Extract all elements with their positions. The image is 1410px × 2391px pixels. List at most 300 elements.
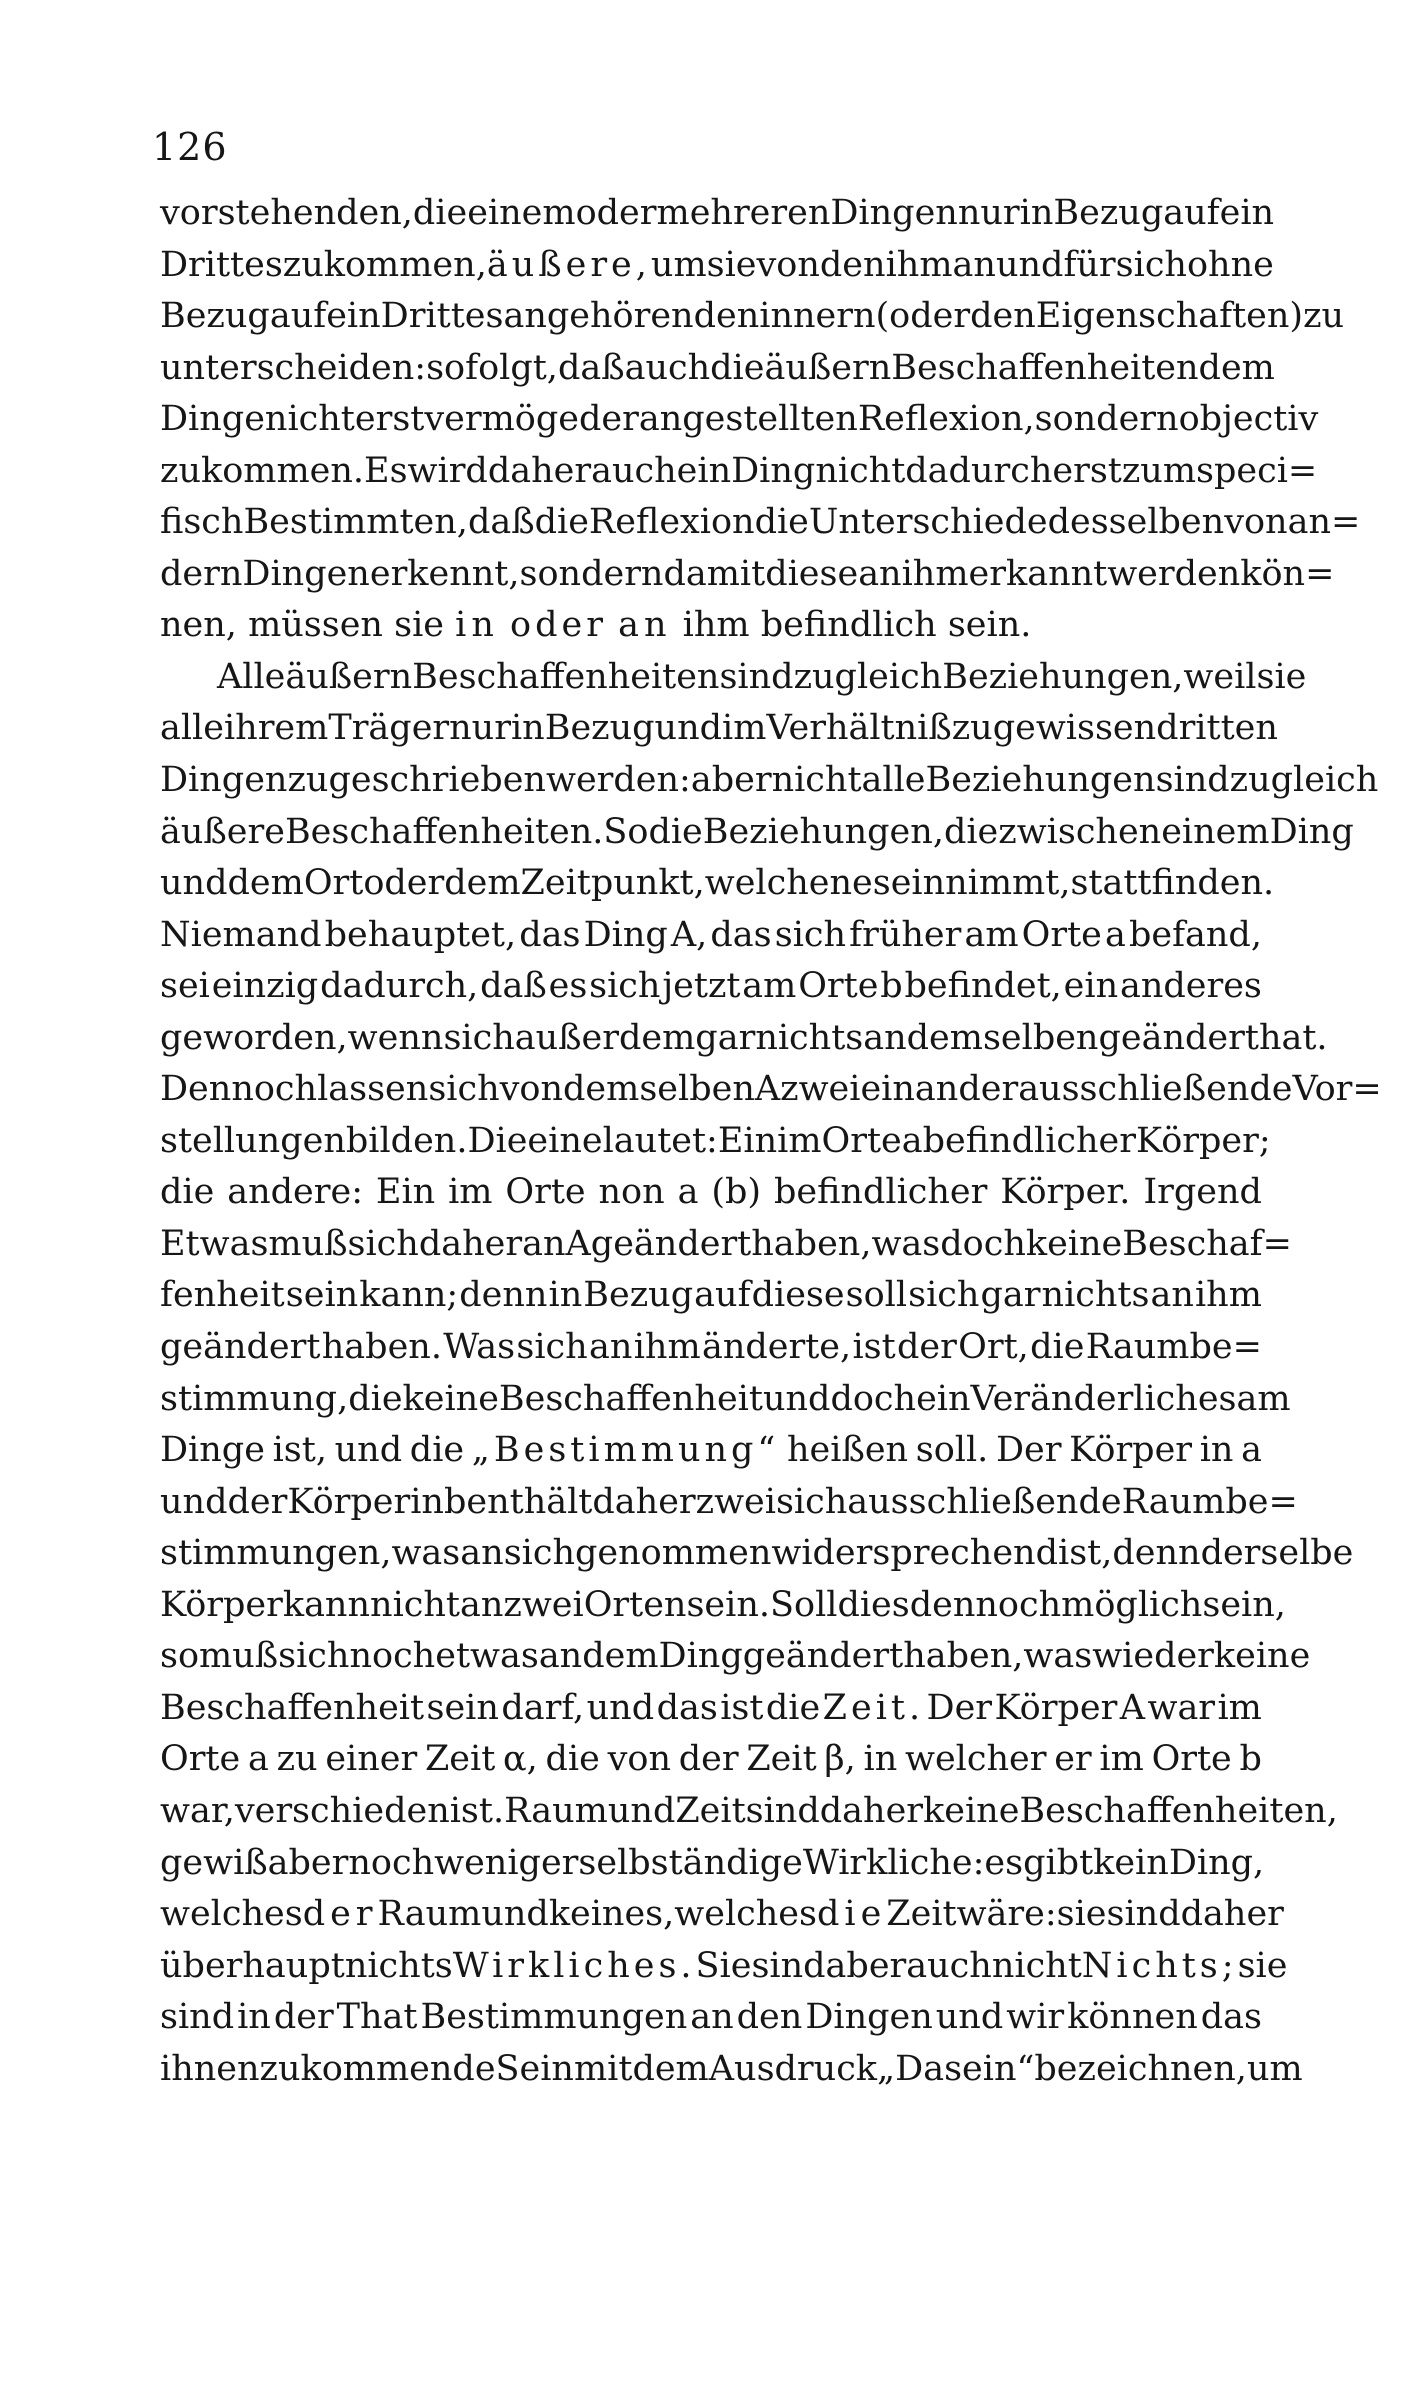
text-word: Unterschiede	[808, 502, 1048, 543]
text-word: ist,	[1058, 1533, 1113, 1574]
text-word: an	[460, 1533, 504, 1574]
text-word: der	[302, 1894, 378, 1935]
text-word: früher	[849, 914, 962, 955]
text-word: sein	[426, 1687, 499, 1728]
text-line	[160, 1374, 1291, 1426]
text-word: oder	[575, 193, 657, 233]
text-line	[160, 188, 1275, 240]
text-line	[160, 858, 1275, 910]
text-word: in	[410, 1481, 444, 1522]
text-word: ihm	[682, 605, 750, 646]
text-word: wenn	[347, 1017, 444, 1058]
text-word: Ding	[658, 1636, 743, 1677]
text-word: in	[1199, 1430, 1234, 1471]
text-word: war,	[160, 1790, 235, 1831]
text-word: sein.	[947, 605, 1032, 646]
text-word: Beschaffenheit	[498, 1378, 763, 1419]
text-word: Bezug	[1053, 193, 1164, 233]
text-word: zwei	[695, 1481, 776, 1522]
text-word: a	[1104, 914, 1126, 955]
text-word: (b)	[711, 1172, 762, 1213]
text-word: noch	[349, 1636, 436, 1677]
text-word: zwischen	[998, 811, 1162, 852]
text-word: ein	[326, 296, 381, 337]
text-word: die	[409, 1430, 465, 1471]
text-word: sich	[503, 1533, 575, 1574]
text-word: sondern	[1034, 399, 1179, 440]
text-word: das	[710, 914, 772, 955]
text-word: anderes	[1119, 966, 1262, 1007]
text-word: objectiv	[1178, 399, 1319, 440]
text-word: in	[455, 605, 499, 646]
text-word: sind	[751, 1945, 826, 1986]
text-word: Ein	[717, 1120, 778, 1161]
text-word: die	[943, 811, 999, 852]
text-word: ist,	[272, 1430, 327, 1471]
text-word: Zeit	[675, 1790, 746, 1831]
text-word: a	[1241, 1430, 1262, 1471]
text-word: zukommende	[259, 2048, 496, 2089]
text-word: zu	[276, 1739, 318, 1780]
text-word: dem	[444, 863, 521, 904]
text-word: Die	[467, 1120, 528, 1161]
text-word: Orte	[821, 1120, 902, 1161]
text-word: die	[545, 1739, 600, 1780]
text-word: sich	[589, 966, 661, 1007]
text-word: es	[852, 863, 891, 904]
text-word: innern	[759, 296, 876, 337]
text-word: Ort	[303, 863, 364, 904]
text-word: So	[603, 811, 649, 852]
text-word: an	[1150, 1275, 1194, 1316]
text-word: Drittes	[380, 296, 504, 337]
text-word: folgt,	[465, 347, 558, 388]
text-word: fisch	[160, 502, 244, 543]
text-word: b	[880, 966, 903, 1007]
text-word: Reflexion	[588, 502, 755, 543]
text-word: unterscheiden:	[160, 347, 427, 388]
text-word: widersprechend	[771, 1533, 1058, 1574]
text-word: andere:	[227, 1172, 363, 1213]
text-word: jetzt	[662, 966, 741, 1007]
text-word: sie	[1237, 1945, 1288, 1986]
text-word: Zeit	[424, 1739, 496, 1780]
text-word: an	[522, 1223, 566, 1264]
text-word: A	[565, 1223, 591, 1264]
text-line	[160, 703, 1278, 755]
text-word: Bezug	[160, 296, 270, 337]
text-word: Ort,	[958, 1327, 1029, 1368]
text-line	[160, 1270, 1262, 1322]
text-line	[160, 343, 1275, 395]
text-word: soll	[845, 1275, 908, 1316]
text-word: Orte	[798, 966, 879, 1007]
text-word: ihm	[1194, 1275, 1262, 1316]
text-word: Beschaffenheiten	[891, 347, 1199, 388]
text-word: oder	[510, 605, 607, 646]
text-word: am	[742, 966, 797, 1007]
text-word: und	[654, 708, 723, 749]
text-word: dern	[160, 553, 243, 594]
text-word: änderte,	[701, 1327, 852, 1368]
text-word: b	[1239, 1739, 1262, 1780]
text-word: eine	[527, 1120, 603, 1161]
text-word: der	[578, 399, 639, 440]
text-line	[160, 600, 1262, 652]
text-word: befindlicher	[922, 1120, 1136, 1161]
body-text	[160, 188, 1382, 2095]
text-word: Zeit.	[822, 1687, 925, 1728]
text-word: ein	[1063, 966, 1119, 1007]
text-word: Orte	[160, 1739, 241, 1780]
text-word: denn	[1112, 1533, 1201, 1574]
text-word: und	[160, 1481, 228, 1522]
text-word: aber	[825, 1945, 907, 1986]
text-word: selbständige	[578, 1842, 803, 1883]
text-word: β,	[824, 1739, 856, 1780]
text-word: A	[1119, 1687, 1146, 1728]
text-word: kann	[282, 1584, 371, 1625]
text-word: kann;	[359, 1275, 459, 1316]
text-word: um	[650, 244, 707, 285]
text-word: soll.	[915, 1430, 989, 1471]
text-word: diese	[765, 553, 859, 594]
text-word: die	[534, 502, 589, 543]
text-word: nichts	[755, 1017, 864, 1058]
text-word: diese	[751, 1275, 845, 1316]
text-word: in	[510, 708, 545, 749]
text-word: die	[648, 811, 703, 852]
text-word: um	[1246, 2048, 1303, 2089]
text-word: ist.	[449, 1790, 505, 1831]
text-word: gibt	[1023, 1842, 1094, 1883]
text-word: die	[710, 347, 765, 388]
text-word: lautet:	[602, 1120, 718, 1161]
text-word: Orte	[505, 1172, 586, 1213]
text-word: Zeitpunkt,	[520, 863, 705, 904]
text-word: A,	[670, 914, 708, 955]
text-word: dadurch,	[320, 966, 479, 1007]
text-word: nen,	[160, 605, 237, 646]
text-word: äußern	[285, 656, 413, 697]
text-word: nur	[449, 708, 511, 749]
text-word: die	[1030, 1327, 1085, 1368]
text-word: fenheit	[160, 1275, 285, 1316]
text-word: in	[863, 1739, 898, 1780]
text-line	[160, 2044, 1303, 2096]
text-word: Nichts;	[1081, 1945, 1238, 1986]
text-word: daher	[487, 450, 592, 491]
text-word: Sie	[695, 1945, 752, 1986]
text-word: Niemand	[160, 914, 322, 955]
text-word: ihnen	[160, 2048, 260, 2089]
text-word: sich	[347, 1223, 419, 1264]
text-word: (oder	[875, 296, 971, 337]
text-word: erst	[354, 399, 425, 440]
text-word: demselben	[563, 1069, 755, 1110]
text-word: im	[1099, 1739, 1144, 1780]
text-word: stattfinden.	[1070, 863, 1275, 904]
text-word: und	[481, 1894, 549, 1935]
text-word: nicht	[991, 1945, 1082, 1986]
text-word: weniger	[434, 1842, 579, 1883]
text-word: Zeit	[886, 1894, 957, 1935]
text-word: ein	[916, 1378, 971, 1419]
text-word: zugeschrieben	[287, 760, 546, 801]
text-word: Was	[443, 1327, 516, 1368]
text-word: ihm	[901, 553, 969, 594]
text-word: einem	[1161, 811, 1270, 852]
text-word: a	[247, 1739, 269, 1780]
text-word: Bestimmten,	[243, 502, 468, 543]
text-word: überhaupt	[160, 1945, 345, 1986]
text-word: gewissen	[992, 708, 1157, 749]
text-word: nicht	[370, 1584, 460, 1625]
text-word: Wirkliches.	[452, 1945, 696, 1986]
text-word: Eigenschaften)	[1035, 296, 1304, 337]
text-line	[160, 910, 1262, 962]
text-word: die	[412, 193, 468, 233]
text-word: haben,	[751, 1223, 872, 1264]
text-line	[160, 497, 1361, 549]
text-word: an	[459, 1584, 504, 1625]
text-word: nicht	[264, 399, 355, 440]
text-word: angehörenden	[503, 296, 760, 337]
text-word: sie	[394, 605, 444, 646]
text-word: damit	[663, 553, 766, 594]
text-word: Bestimmungen	[420, 1997, 688, 2038]
text-line	[160, 1941, 1288, 1993]
text-word: im	[722, 708, 767, 749]
text-word: auf	[269, 296, 327, 337]
text-word: können	[1067, 1997, 1198, 2038]
text-word: ist	[720, 1687, 764, 1728]
text-line	[160, 1838, 1265, 1890]
text-word: müssen	[248, 605, 383, 646]
text-word: am	[1236, 1378, 1291, 1419]
text-word: Verhältniß	[766, 708, 952, 749]
text-word: Zeit	[746, 1739, 817, 1780]
text-word: äußere,	[486, 244, 651, 285]
text-word: gewiß	[160, 1842, 268, 1883]
text-word: dem	[582, 1636, 659, 1677]
text-line	[160, 549, 1335, 601]
text-word: im	[448, 1172, 493, 1213]
text-word: Körper	[994, 1687, 1118, 1728]
text-word: Der	[995, 1430, 1062, 1471]
text-word: wieder	[1092, 1636, 1214, 1677]
text-word: alle	[861, 760, 926, 801]
text-word: sich	[516, 1327, 588, 1368]
text-word: keine	[402, 1378, 499, 1419]
text-word: welches	[674, 1894, 817, 1935]
text-word: wäre:	[956, 1894, 1057, 1935]
text-word: auf	[1163, 193, 1220, 233]
text-word: That	[336, 1997, 418, 2038]
text-word: doch	[830, 1378, 917, 1419]
text-line	[160, 1064, 1382, 1116]
text-word: genommen	[575, 1533, 772, 1574]
text-word: weil	[1183, 656, 1257, 697]
text-line	[160, 1013, 1328, 1065]
text-word: Orte	[1151, 1739, 1232, 1780]
text-word: so	[160, 1636, 200, 1677]
text-word: ein	[1219, 193, 1275, 233]
text-line	[160, 1683, 1262, 1735]
text-word: auch	[624, 347, 711, 388]
text-word: von	[499, 1069, 564, 1110]
text-word: wird	[407, 450, 488, 491]
text-word: wir	[1006, 1997, 1065, 2038]
text-word: darf,	[501, 1687, 585, 1728]
text-line	[160, 240, 1274, 292]
text-word: Veränderliches	[970, 1378, 1237, 1419]
text-word: das	[1200, 1997, 1262, 2038]
text-word: möglich	[1061, 1584, 1203, 1625]
text-word: Körper.	[1000, 1172, 1131, 1213]
text-word: alle	[160, 708, 224, 749]
text-word: befindlicher	[773, 1172, 988, 1213]
text-word: geändert	[742, 1636, 904, 1677]
text-word: Es	[364, 450, 408, 491]
text-word: ihm	[885, 244, 953, 285]
text-word: ausschließende	[1018, 1069, 1293, 1110]
text-word: a	[677, 1172, 699, 1213]
text-word: einem	[467, 193, 576, 233]
text-word: behauptet,	[324, 914, 517, 955]
text-line	[160, 1116, 1271, 1168]
text-word: keine	[1025, 1223, 1123, 1264]
text-word: geworden,	[160, 1017, 348, 1058]
text-word: daher	[592, 1481, 696, 1522]
text-word: zugleich	[793, 656, 943, 697]
text-word: Beschaffenheiten	[412, 656, 720, 697]
text-word: Beschaffenheiten,	[1019, 1790, 1338, 1831]
text-word: heißen	[787, 1430, 909, 1471]
text-word: der	[897, 1327, 957, 1368]
text-word: zu	[951, 708, 993, 749]
text-word: speci=	[1196, 450, 1318, 491]
text-word: am	[964, 914, 1019, 955]
text-word: Träger	[328, 708, 450, 749]
text-word: daher	[1180, 1894, 1284, 1935]
text-word: sich	[1115, 244, 1187, 285]
text-word: von	[607, 1739, 671, 1780]
text-word: Ein	[375, 1172, 436, 1213]
text-word: für	[1063, 244, 1116, 285]
text-word: Körper	[160, 1584, 283, 1625]
text-word: vermöge	[424, 399, 579, 440]
text-word: A	[754, 1069, 781, 1110]
text-word: befindlich	[760, 605, 937, 646]
text-word: an	[858, 553, 902, 594]
page-number: 126	[152, 125, 228, 169]
text-word: sein	[285, 1275, 359, 1316]
text-word: aber	[690, 760, 772, 801]
text-word: dennoch	[909, 1584, 1062, 1625]
text-word: Dinge	[160, 1430, 265, 1471]
text-word: Bezug	[583, 1275, 694, 1316]
text-word: b	[443, 1481, 467, 1522]
text-word: doch	[940, 1223, 1026, 1264]
text-word: zugleich	[1229, 760, 1379, 801]
text-word: sich	[278, 1636, 350, 1677]
text-word: welches	[160, 1894, 303, 1935]
text-word: nicht	[815, 450, 906, 491]
text-word: sie	[706, 244, 757, 285]
text-word: Beziehungen,	[942, 656, 1184, 697]
text-word: der	[273, 1997, 334, 2038]
text-word: zukommen.	[160, 450, 365, 491]
text-word: muß	[199, 1636, 279, 1677]
text-word: kein	[1093, 1842, 1169, 1883]
text-word: ein	[676, 450, 732, 491]
text-word: „Bestimmung“	[471, 1430, 780, 1471]
text-word: nichts	[344, 1945, 453, 1986]
text-word: befindet,	[904, 966, 1062, 1007]
text-word: ohne	[1186, 244, 1274, 285]
text-word: geändert	[1098, 1017, 1259, 1058]
text-word: auch	[906, 1945, 992, 1986]
text-word: haben.	[321, 1327, 442, 1368]
text-word: von	[756, 244, 820, 285]
text-word: die	[348, 1378, 403, 1419]
text-word: und	[935, 1997, 1004, 2038]
text-word: zwei	[503, 1584, 584, 1625]
text-word: Raum	[504, 1790, 608, 1831]
text-word: in	[548, 1275, 583, 1316]
text-word: daher	[418, 1223, 523, 1264]
text-word: kön=	[1240, 553, 1335, 594]
text-word: daß	[480, 966, 547, 1007]
text-word: sind	[1106, 1894, 1181, 1935]
text-word: Raumbe=	[1121, 1481, 1298, 1522]
text-word: und	[160, 863, 228, 904]
text-word: es	[548, 966, 588, 1007]
text-word: und	[334, 1430, 403, 1471]
text-word: an	[618, 605, 672, 646]
text-word: und	[762, 1378, 831, 1419]
text-word: und	[586, 1687, 655, 1728]
text-word: mit	[573, 2048, 633, 2089]
text-word: dem	[632, 2048, 709, 2089]
text-word: der	[678, 1739, 739, 1780]
text-word: Dingen	[830, 193, 958, 233]
text-word: Bezug	[544, 708, 655, 749]
text-word: auch	[591, 450, 677, 491]
text-word: was	[391, 1533, 461, 1574]
text-word: gar	[980, 1275, 1041, 1316]
text-word: sind	[1155, 760, 1230, 801]
text-word: und	[995, 244, 1064, 285]
text-word: Ding	[583, 914, 668, 955]
text-word: α,	[503, 1739, 538, 1780]
text-word: zwei	[780, 1069, 861, 1110]
text-word: was	[1023, 1636, 1093, 1677]
text-word: dem	[1198, 347, 1275, 388]
text-word: außerdem	[514, 1017, 696, 1058]
text-word: welchen	[704, 863, 852, 904]
text-word: bezeichnen,	[1034, 2048, 1247, 2089]
text-word: Etwas	[160, 1223, 269, 1264]
text-word: nicht	[771, 760, 862, 801]
text-word: an	[690, 1997, 734, 2038]
text-word: er	[1054, 1739, 1092, 1780]
text-word: in	[237, 1997, 271, 2038]
text-word: lassen	[317, 1069, 429, 1110]
text-word: sich	[775, 1481, 848, 1522]
text-word: sie	[1056, 1894, 1107, 1935]
